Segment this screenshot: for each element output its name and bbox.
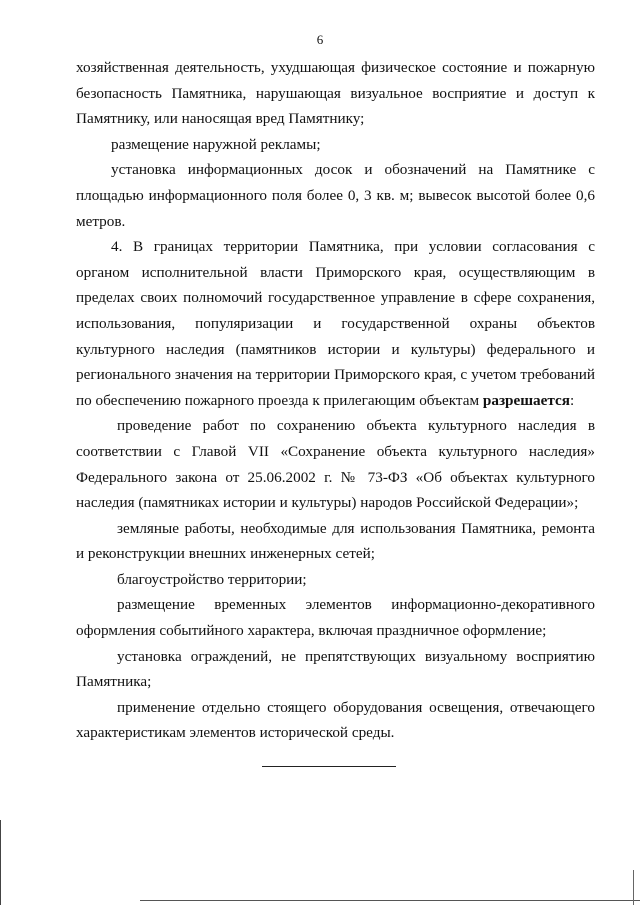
- item-4-text: 4. В границах территории Памятника, при условии согласования с органом исполнительной власти Приморского края, осуществляющим в пределах своих полномочий государственное управление в сфере сохранения, использования, популяризации и государственной охраны объектов культурного наследия (памятников истории и культуры) федерального и регионального значения на территории Приморского края, с учетом требований по обеспечению пожарного проезда к прилегающим объектам: [76, 238, 595, 409]
- scan-edge-right: [633, 870, 634, 905]
- scan-edge-bottom: [140, 900, 640, 901]
- paragraph-activity-restrictions: хозяйственная деятельность, ухудшающая физическое состояние и пожарную безопасность Памятника, нарушающая визуальное восприятие и доступ к Памятнику, или наносящая вред Памятнику;: [76, 59, 595, 128]
- paragraph-preservation-works: проведение работ по сохранению объекта культурного наследия в соответствии с Главой VII «Сохранение объекта культурного наследия» Федерального закона от 25.06.2002 г. № 73-ФЗ «Об объектах культурного наследия (памятниках истории и культуры) народов Российской Федерации»;: [76, 417, 595, 512]
- paragraph-landscaping: благоустройство территории;: [117, 570, 307, 588]
- item-4-tail: :: [570, 391, 575, 409]
- paragraph-lighting: применение отдельно стоящего оборудования освещения, отвечающего характеристикам элементов исторической среды.: [76, 698, 595, 742]
- item-4-emphasis: разрешается: [482, 391, 570, 409]
- scan-edge-left: [0, 820, 1, 905]
- paragraph-item-4-permitted: [76, 234, 595, 413]
- paragraph-fencing: установка ограждений, не препятствующих визуальному восприятию Памятника;: [76, 647, 595, 691]
- page-number: 6: [316, 32, 324, 47]
- paragraph-information-boards: установка информационных досок и обозначений на Памятнике с площадью информационного поля более 0, 3 кв. м; вывесок высотой более 0,6 метров.: [76, 161, 595, 230]
- end-of-text-rule: [262, 766, 396, 767]
- paragraph-earthworks: земляные работы, необходимые для использования Памятника, ремонта и реконструкции внешних инженерных сетей;: [76, 519, 595, 563]
- paragraph-outdoor-advertising: размещение наружной рекламы;: [111, 135, 321, 153]
- paragraph-temporary-decor: размещение временных элементов информационно-декоративного оформления событийного характера, включая праздничное оформление;: [76, 596, 595, 640]
- document-body: [76, 55, 595, 746]
